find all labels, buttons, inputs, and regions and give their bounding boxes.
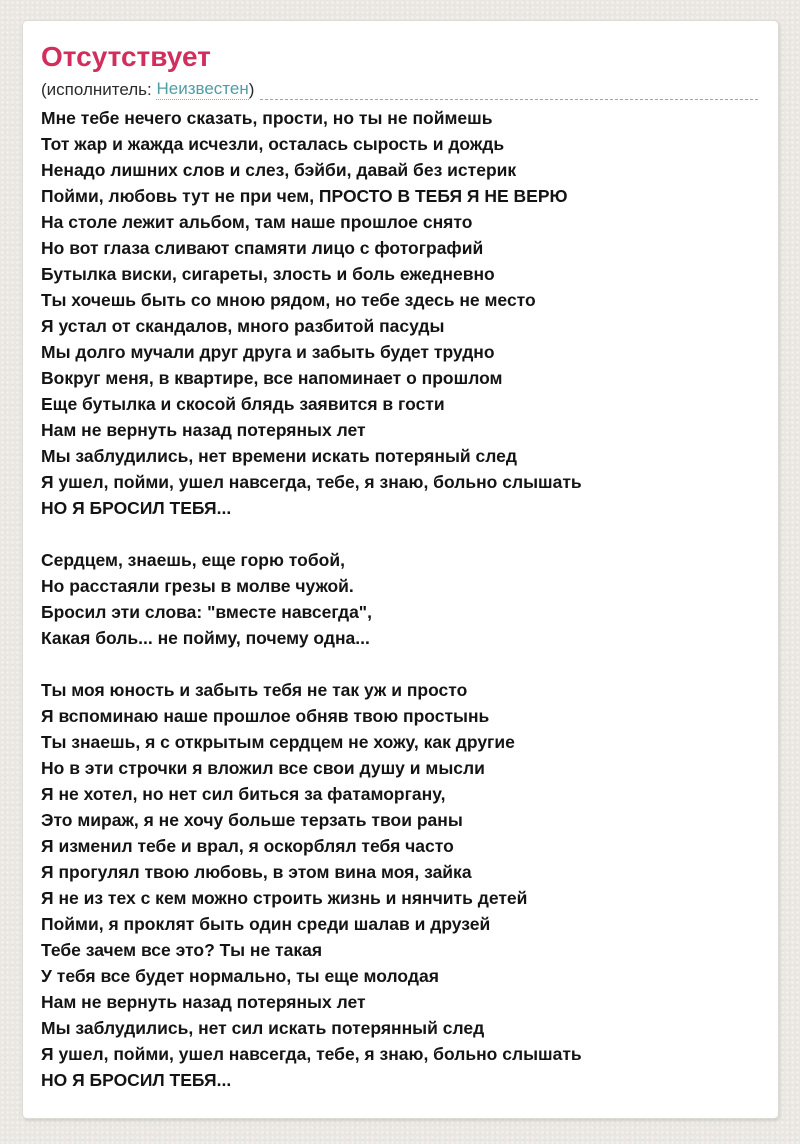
lyric-line: Я ушел, пойми, ушел навсегда, тебе, я знаю, больно слышать bbox=[41, 1044, 582, 1064]
lyric-line: На столе лежит альбом, там наше прошлое снято bbox=[41, 212, 473, 232]
lyric-line: Бросил эти слова: "вместе навсегда", bbox=[41, 602, 372, 622]
lyric-line: Еще бутылка и скосой блядь заявится в гости bbox=[41, 394, 445, 414]
lyric-line: Я устал от скандалов, много разбитой пасуды bbox=[41, 316, 445, 336]
lyric-line: Тебе зачем все это? Ты не такая bbox=[41, 940, 323, 960]
lyric-line: Но вот глаза сливают спамяти лицо с фотографий bbox=[41, 238, 484, 258]
artist-link[interactable]: Неизвестен bbox=[156, 79, 249, 98]
lyric-line: Вокруг меня, в квартире, все напоминает о прошлом bbox=[41, 368, 503, 388]
lyric-line: Пойми, любовь тут не при чем, ПРОСТО В ТЕБЯ Я НЕ ВЕРЮ bbox=[41, 186, 568, 206]
lyrics-content bbox=[23, 21, 778, 1093]
lyric-line: Мы заблудились, нет сил искать потерянный след bbox=[41, 1018, 485, 1038]
lyric-line: НО Я БРОСИЛ ТЕБЯ... bbox=[41, 1070, 232, 1090]
lyric-line: Мы заблудились, нет времени искать потеряный след bbox=[41, 446, 517, 466]
lyric-line: Ненадо лишних слов и слез, бэйби, давай без истерик bbox=[41, 160, 517, 180]
lyrics-text bbox=[41, 105, 758, 1093]
lyric-line: Это мираж, я не хочу больше терзать твои раны bbox=[41, 810, 463, 830]
lyric-line: Ты хочешь быть со мною рядом, но тебе здесь не место bbox=[41, 290, 536, 310]
dashed-separator bbox=[260, 83, 758, 100]
lyrics-card bbox=[22, 20, 779, 1119]
lyric-line: Я не из тех с кем можно строить жизнь и нянчить детей bbox=[41, 888, 528, 908]
lyric-line: Я вспоминаю наше прошлое обняв твою простынь bbox=[41, 706, 490, 726]
lyric-line: Ты знаешь, я с открытым сердцем не хожу, как другие bbox=[41, 732, 515, 752]
lyric-line: Я прогулял твою любовь, в этом вина моя, зайка bbox=[41, 862, 472, 882]
lyric-line: У тебя все будет нормально, ты еще молодая bbox=[41, 966, 439, 986]
lyric-line: Сердцем, знаешь, еще горю тобой, bbox=[41, 550, 345, 570]
artist-row bbox=[41, 79, 758, 100]
lyric-line: Но в эти строчки я вложил все свои душу и мысли bbox=[41, 758, 485, 778]
lyric-line bbox=[41, 521, 758, 547]
artist-label-close: ) bbox=[248, 80, 255, 99]
lyric-line: Бутылка виски, сигареты, злость и боль ежедневно bbox=[41, 264, 495, 284]
lyric-line: Но расстаяли грезы в молве чужой. bbox=[41, 576, 354, 596]
lyric-line: Мне тебе нечего сказать, прости, но ты не поймешь bbox=[41, 108, 493, 128]
lyric-line: Нам не вернуть назад потеряных лет bbox=[41, 992, 366, 1012]
artist-label: (исполнитель: bbox=[41, 80, 157, 99]
lyric-line: Какая боль... не пойму, почему одна... bbox=[41, 628, 370, 648]
lyric-line: Тот жар и жажда исчезли, осталась сырость и дождь bbox=[41, 134, 505, 154]
lyric-line bbox=[41, 651, 758, 677]
lyric-line: Ты моя юность и забыть тебя не так уж и просто bbox=[41, 680, 468, 700]
lyric-line: Нам не вернуть назад потеряных лет bbox=[41, 420, 366, 440]
lyric-line: НО Я БРОСИЛ ТЕБЯ... bbox=[41, 498, 232, 518]
lyric-line: Пойми, я проклят быть один среди шалав и друзей bbox=[41, 914, 491, 934]
song-title-link[interactable]: Отсутствует bbox=[41, 41, 211, 72]
lyric-line: Мы долго мучали друг друга и забыть будет трудно bbox=[41, 342, 495, 362]
lyric-line: Я не хотел, но нет сил биться за фатаморгану, bbox=[41, 784, 446, 804]
lyric-line: Я ушел, пойми, ушел навсегда, тебе, я знаю, больно слышать bbox=[41, 472, 582, 492]
lyric-line: Я изменил тебе и врал, я оскорблял тебя часто bbox=[41, 836, 454, 856]
